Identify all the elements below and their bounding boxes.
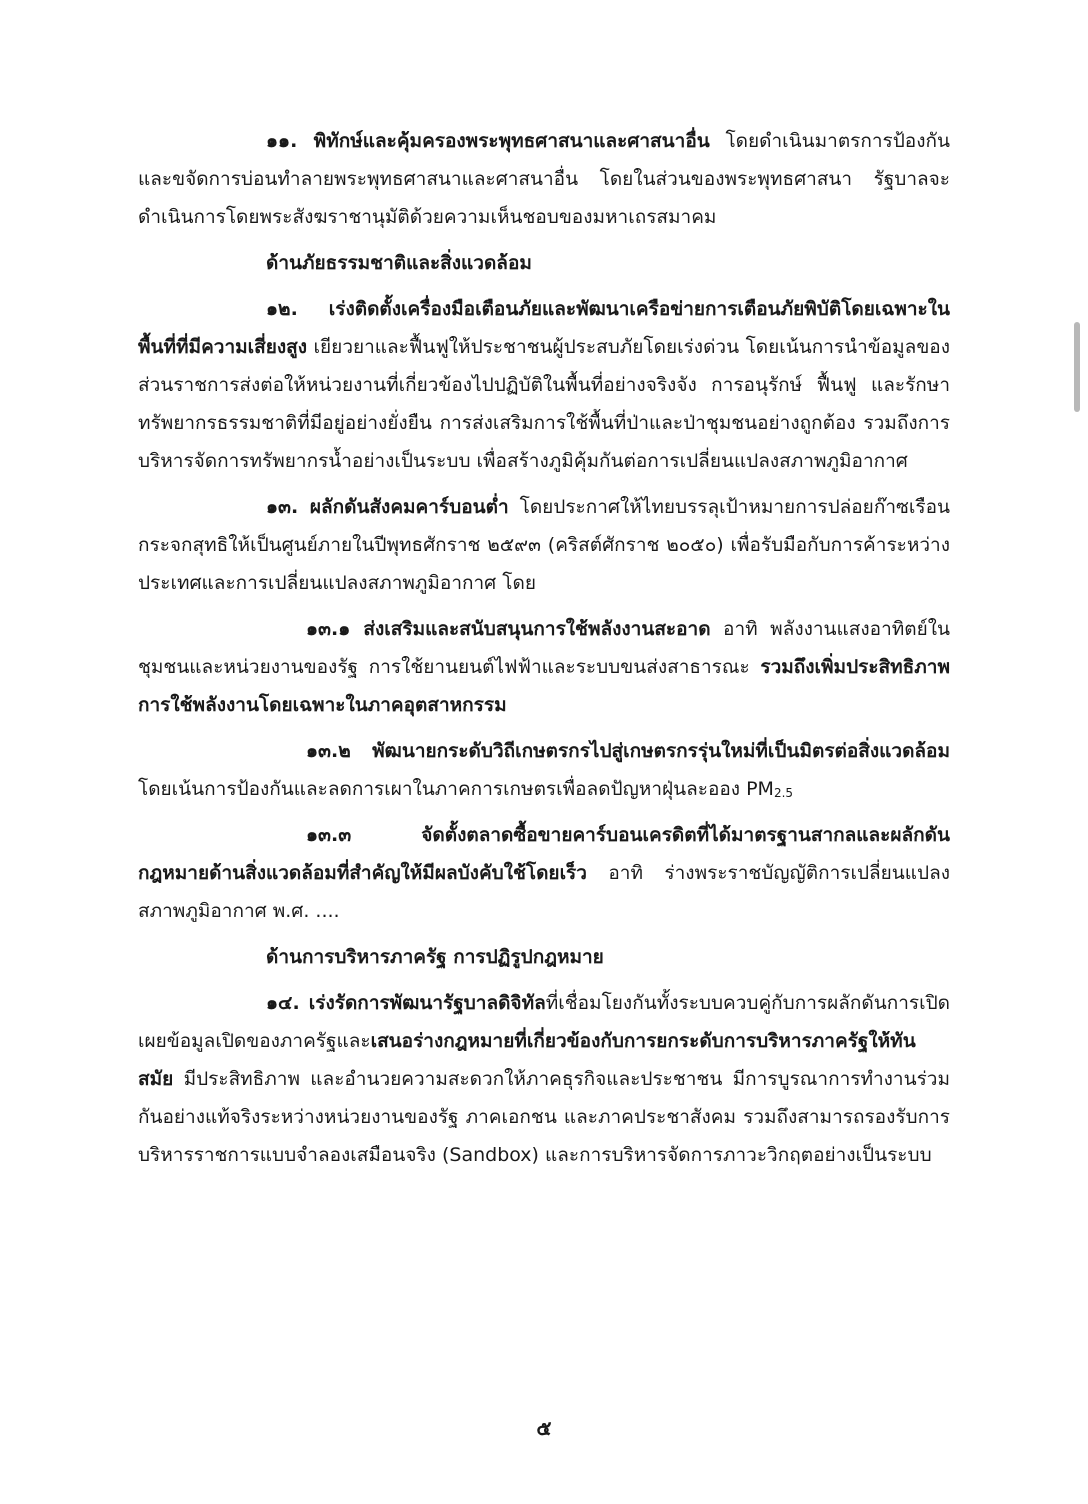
paragraph-13 — [138, 488, 950, 602]
page-number: ๕ — [536, 1416, 552, 1440]
paragraph-13-1-title: ๑๓.๑ ส่งเสริมและสนับสนุนการใช้พลังงานสะอาด — [306, 618, 711, 640]
paragraph-13-2 — [138, 732, 950, 808]
paragraph-14-text: ที่เชื่อมโยงกันทั้งระบบควบคู่กับการผลักดันการเปิดเผยข้อมูลเปิดของภาครัฐและ — [138, 992, 950, 1052]
paragraph-13-2-text: โดยเน้นการป้องกันและลดการเผาในภาคการเกษตรเพื่อลดปัญหาฝุ่นละออง PM — [138, 778, 774, 800]
paragraph-12 — [138, 290, 950, 480]
paragraph-13-2-title: ๑๓.๒ พัฒนายกระดับวิถีเกษตรกรไปสู่เกษตรกรรุ่นใหม่ที่เป็นมิตรต่อสิ่งแวดล้อม — [306, 740, 950, 762]
pm-subscript: 2.5 — [773, 786, 794, 800]
scrollbar-thumb[interactable] — [1074, 322, 1080, 412]
paragraph-13-title: ๑๓. ผลักดันสังคมคาร์บอนต่ำ — [266, 496, 509, 518]
section-heading-environment: ด้านภัยธรรมชาติและสิ่งแวดล้อม — [266, 252, 532, 274]
paragraph-13-1-text: อาทิ พลังงานแสงอาทิตย์ในชุมชนและหน่วยงานของรัฐ การใช้ยานยนต์ไฟฟ้าและระบบขนส่งสาธารณะ — [138, 618, 950, 678]
paragraph-13-3-text: อาทิ ร่างพระราชบัญญัติการเปลี่ยนแปลงสภาพภูมิอากาศ พ.ศ. .... — [138, 862, 950, 922]
paragraph-14-bold-mid: เสนอร่างกฎหมายที่เกี่ยวข้องกับการยกระดับการบริหารภาครัฐให้ทันสมัย — [138, 1030, 916, 1090]
paragraph-14-title: ๑๔. เร่งรัดการพัฒนารัฐบาลดิจิทัล — [266, 992, 546, 1014]
paragraph-13-3-title: ๑๓.๓ จัดตั้งตลาดซื้อขายคาร์บอนเครดิตที่ได้มาตรฐานสากลและผลักดันกฎหมายด้านสิ่งแวดล้อมที่สำคัญให้มีผลบังคับใช้โดยเร็ว — [138, 824, 950, 884]
paragraph-11-title: ๑๑. พิทักษ์และคุ้มครองพระพุทธศาสนาและศาสนาอื่น — [266, 130, 710, 152]
paragraph-14-text-tail: มีประสิทธิภาพ และอำนวยความสะดวกให้ภาคธุรกิจและประชาชน มีการบูรณาการทำงานร่วมกันอย่างแท้จริงระหว่างหน่วยงานของรัฐ ภาคเอกชน และภาคประชาสังคม รวมถึงสามารถรองรับการบริหารราชการแบบจำลองเสมือนจริง (Sandbox) และการบริหารจัดการภาวะวิกฤตอย่างเป็นระบบ — [138, 1068, 950, 1166]
paragraph-11 — [138, 122, 950, 236]
section-heading-government: ด้านการบริหารภาครัฐ การปฏิรูปกฎหมาย — [266, 946, 604, 968]
paragraph-11-text: โดยดำเนินมาตรการป้องกันและขจัดการบ่อนทำลายพระพุทธศาสนาและศาสนาอื่น โดยในส่วนของพระพุทธศาสนา รัฐบาลจะดำเนินการโดยพระสังฆราชานุมัติด้วยความเห็นชอบของมหาเถรสมาคม — [138, 130, 950, 228]
paragraph-13-1-bold-tail: รวมถึงเพิ่มประสิทธิภาพการใช้พลังงานโดยเฉพาะในภาคอุตสาหกรรม — [138, 656, 950, 716]
paragraph-12-text: เยียวยาและฟื้นฟูให้ประชาชนผู้ประสบภัยโดยเร่งด่วน โดยเน้นการนำข้อมูลของส่วนราชการส่งต่อให้หน่วยงานที่เกี่ยวข้องไปปฏิบัติในพื้นที่อย่างจริงจัง การอนุรักษ์ ฟื้นฟู และรักษาทรัพยากรธรรมชาติที่มีอยู่อย่างยั่งยืน การส่งเสริมการใช้พื้นที่ป่าและป่าชุมชนอย่างถูกต้อง รวมถึงการบริหารจัดการทรัพยากรน้ำอย่างเป็นระบบ เพื่อสร้างภูมิคุ้มกันต่อการเปลี่ยนแปลงสภาพภูมิอากาศ — [138, 336, 950, 472]
paragraph-13-text: โดยประกาศให้ไทยบรรลุเป้าหมายการปล่อยก๊าซเรือนกระจกสุทธิให้เป็นศูนย์ภายในปีพุทธศักราช ๒๕๙๓ (คริสต์ศักราช ๒๐๕๐) เพื่อรับมือกับการค้าระหว่างประเทศและการเปลี่ยนแปลงสภาพภูมิอากาศ โดย — [138, 496, 950, 594]
paragraph-13-1 — [138, 610, 950, 724]
document-body — [138, 122, 950, 1182]
paragraph-12-title: ๑๒. เร่งติดตั้งเครื่องมือเตือนภัยและพัฒนาเครือข่ายการเตือนภัยพิบัติโดยเฉพาะในพื้นที่ที่มีความเสี่ยงสูง — [138, 298, 950, 358]
paragraph-13-3 — [138, 816, 950, 930]
paragraph-14 — [138, 984, 950, 1174]
